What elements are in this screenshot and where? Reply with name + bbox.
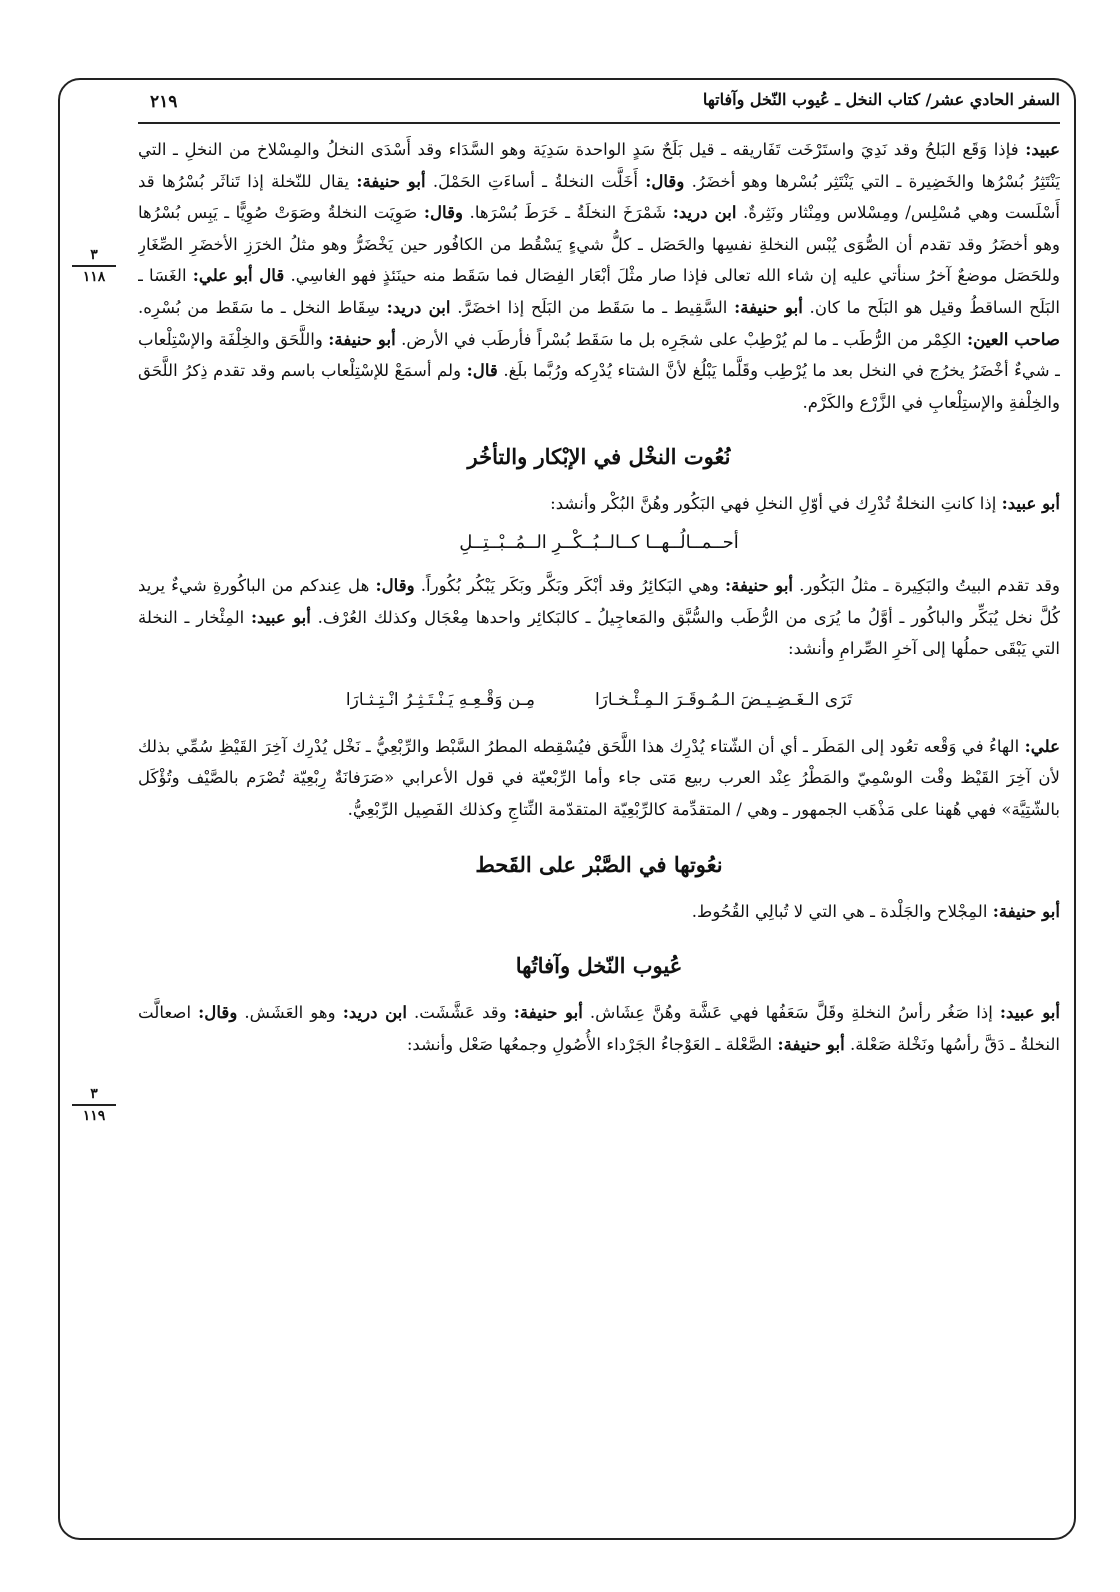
speaker-label: وقال: [645, 170, 685, 191]
paragraph-text: واللَّحَق والخِلْفَة والإسْتِلْعاب ـ شيءٌ أخْضَرُ يخرُج في النخل بعد ما يُرْطِب وقَلَّما يَبْلُغ لأنَّ الشتاء يُدْرِكه ورُبَّما بلَغ. [138, 329, 1060, 381]
speaker-label: أبو حنيفة: [992, 900, 1060, 921]
speaker-label: أبو عبيد: [1001, 493, 1060, 514]
speaker-label: أبو حنيفة: [724, 574, 794, 595]
paragraph-text: الصَّعْلة ـ العَوْجاءُ الجَرْداء الأُصُولِ وجمعُها صَعْل وأنشد: [406, 1034, 778, 1054]
speaker-label: أبو حنيفة: [777, 1033, 845, 1054]
speaker-label: قال: [466, 360, 498, 381]
speaker-label: أبو عبيد: [999, 1002, 1060, 1023]
speaker-label: أبو حنيفة: [513, 1002, 583, 1023]
paragraph-text: وقد تقدم البيتُ والبَكِيرة ـ مثلُ البَكُور. [793, 575, 1060, 595]
paragraph-text: المِجْلاح والجَلْدة ـ هي التي لا تُبالِي القُحُوط. [691, 901, 993, 921]
paragraph-text: فإذا وَقَع البَلحُ وقد نَدِيَ واستَرْخَت تَفَاريقه ـ قيل بَلَحٌ سَدٍ الواحدة سَدِيَة وهو السَّدَاء وقد أَسْدَى النخلُ والمِسْلاخ من النخلِ ـ التي يَنْتَثِرُ بُسْرُها والخَضِيرة ـ التي يَنْتَثِر بُسْرها وهو أخضَرُ. [138, 140, 1060, 191]
margin-note-numerator: ٣ [72, 1085, 116, 1106]
speaker-label: وقال: [375, 574, 415, 595]
speaker-label: أبو حنيفة: [734, 296, 803, 317]
verse-hemistich-left: مِـن وَقْـعِـهِ يَـنْـتَـثِـرُ انْـتِـثـارَا [345, 689, 535, 710]
speaker-label: قال أبو علي: [192, 265, 285, 286]
paragraph-text: ولم أسمَعْ للإسْتِلْعاب باسم وقد تقدم ذِكرُ اللَّحَق والخِلْفةِ والإستِلْعابِ في الزَّرْع والكَرْم. [138, 361, 1060, 412]
paragraph-text: أَخَلَّت النخلةُ ـ أساءَتِ الحَمْلَ. [425, 171, 646, 191]
paragraph-text: إذا كانتِ النخلةُ تُدْرِك في أوّلِ النخلِ فهي البَكُور وهُنَّ البُكْر وأنشد: [550, 494, 1002, 514]
margin-note-denominator: ١١٩ [82, 1108, 106, 1124]
paragraph-text: وهو العَشَش. [237, 1003, 343, 1023]
verse-line: أحــمــالُــهــا كــالــبُــكْــرِ الــمُــبْــتِــلِ [459, 531, 739, 553]
speaker-label: ابن دريد: [342, 1002, 407, 1023]
paragraph-text: وهي البَكائِرُ وقد أبْكَر وبَكَّر وبَكَر يَبْكُر بُكُوراً. [414, 575, 725, 595]
verse-hemistich-right: تَرَى الـغَـضِـيـضَ الـمُـوقَـرَ الـمِـئْـخـارَا [594, 689, 853, 710]
paragraph-text: إذا صَغُر رأسُ النخلةِ وقَلَّ سَعَفُها فهي عَشَّة وهُنَّ عِشَاش. [582, 1003, 1000, 1023]
paragraph-text: اصعالَّت النخلةُ ـ دَقَّ رأسُها ونَخْلة صَعْلة. [138, 1003, 1060, 1054]
paragraph [138, 134, 1060, 418]
speaker-label: علي: [1024, 735, 1060, 756]
speaker-label: عبيد: [1025, 139, 1060, 159]
section-heading: نعُوتها في الصَّبْر على القَحط [475, 851, 723, 877]
speaker-label: أبو حنيفة: [328, 328, 396, 349]
speaker-label: وقال: [198, 1002, 238, 1023]
paragraph-text: هل عِندكم من الباكُورةِ شيءٌ يريد كُلَّ نخل يُبَكِّر والباكُور ـ أوَّلُ ما يُرَى من الرُّطَب والسُّبَّق والمَعاجِيلُ ـ كالبَكائِر واحدها مِعْجَال وكذلك العُرْف. [138, 575, 1060, 627]
paragraph [138, 731, 1060, 826]
margin-folio-note [72, 246, 116, 286]
margin-note-numerator: ٣ [72, 246, 116, 267]
speaker-label: صاحب العين: [966, 328, 1060, 349]
page-body [138, 134, 1060, 1524]
paragraph [138, 570, 1060, 665]
paragraph-text: سِقَاط النخل ـ ما سَقَط من بُسْرِه. [138, 297, 387, 317]
paragraph-text: الكِمْر من الرُّطَب ـ ما لم يُرْطِبْ على شجَرِه بل ما سَقَط بُسْراً فأرطَب في الأرض. [395, 329, 967, 349]
speaker-label: أبو حنيفة: [356, 170, 426, 191]
margin-note-denominator: ١١٨ [82, 269, 106, 285]
paragraph-text: الغَسَا ـ البَلَح الساقطُ وقيل هو البَلَح ما كان. [138, 266, 1060, 317]
paragraph-text: شَمْرَخَ النخلَةُ ـ خَرَطَ بُسْرَها. [463, 203, 673, 223]
speaker-label: ابن دريد: [672, 202, 737, 223]
header-rule [138, 122, 1060, 124]
paragraph-text: الهاءُ في وَقْعه تعُود إلى المَطَر ـ أي أن الشّتاء يُدْرِك هذا اللَّحَق فيُسْقِطه المطرُ السَّبْط والرِّبْعِيُّ ـ نَخْل يُدْرِك آخِرَ القَيْظِ سُمِّي بذلك لأن آخِرَ القَيْظ وقْت الوسْمِيّ والمَطْرُ عِنْد العرب ربيع مَتى جاء وأما الرِّبْعيّة في قول الأعرابي «صَرَفانَةٌ رِبْعِيّة تُصْرَم بالصَّيْف وتُؤْكَل بالشّتِيَّة» فهي هُهنا على مَذْهَب الجمهور ـ وهي / المتقدِّمة كالرِّبْعِيّة المتقدّمة النِّتاجِ وكذلك الفَصِيل الرِّبْعِيُّ. [138, 736, 1060, 819]
verse-couplet [138, 683, 1060, 717]
paragraph-text: المِئْخار ـ النخلة التي يَبْقَى حملُها إلى آخرِ الصِّرامِ وأنشد: [138, 607, 1060, 659]
paragraph-text: صَوِيَت النخلةُ وصَوَتْ صُوِيًّا ـ يَبِس بُسْرُها وهو أخضَرُ وقد تقدم أن الصُّوَى يُبْس النخلةِ نفسِها والحَصَل ـ كلُّ شيءٍ يَسْقُط من الكافُور حين يَخْضَرُّ وهو مثلُ الخرَزِ الأخضَرِ الصِّغَارِ وللحَصَل موضعٌ آخرُ سنأتي عليه إن شاء الله تعالى فإذا صار مثْلَ أبْعَار الفِصَال فما سَقَط منه حينَئذٍ فهو الغاسِي. [138, 203, 1060, 286]
speaker-label: أبو عبيد: [251, 606, 311, 627]
speaker-label: ابن دريد: [386, 296, 451, 317]
paragraph-text: يقال للنّخلة إذا تَناثَر بُسْرُها قد أَسْلَست وهي مُسْلِس/ ومِسْلاس ومِنْثار ونَثِرةٌ. [138, 171, 1060, 223]
paragraph [138, 488, 1060, 520]
paragraph-text: السَّقِيط ـ ما سَقَط من البَلَح إذا اخضَرَّ. [450, 297, 735, 317]
paragraph [138, 896, 1060, 928]
speaker-label: وقال: [423, 202, 464, 223]
running-title: السفر الحادي عشر/ كتاب النخل ـ عُيوب النّخل وآفاتها [702, 90, 1060, 109]
paragraph [138, 997, 1060, 1060]
section-heading: عُيوب النّخل وآفاتُها [515, 953, 683, 979]
margin-folio-note [72, 1085, 116, 1125]
section-heading: نُعُوت النخْل في الإبْكار والتأخُر [467, 444, 731, 470]
page-number: ٢١٩ [150, 92, 178, 112]
paragraph-text: وقد عَشَّشَت. [406, 1003, 514, 1023]
